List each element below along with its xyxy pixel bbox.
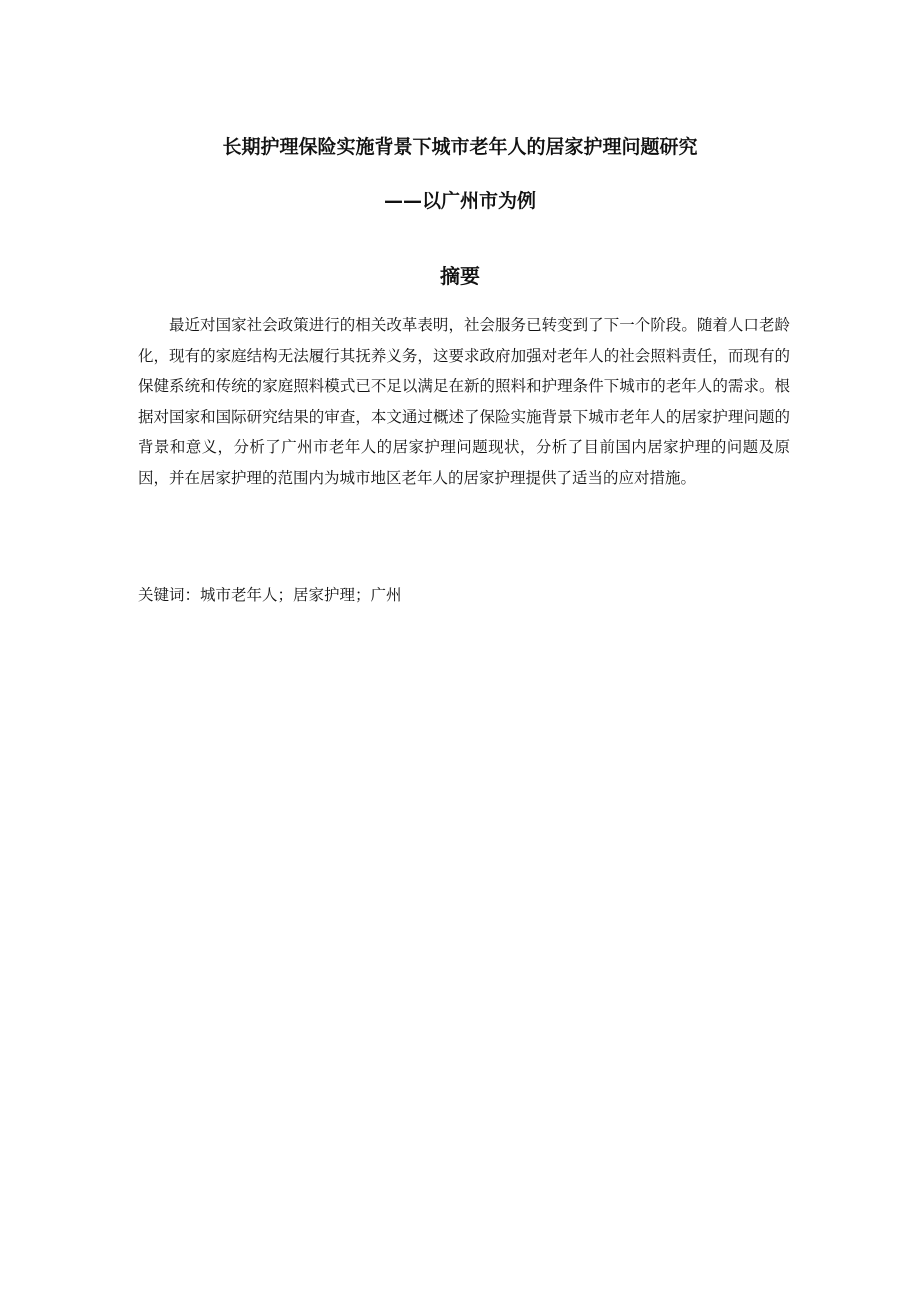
paper-title: 长期护理保险实施背景下城市老年人的居家护理问题研究: [222, 136, 698, 158]
abstract-heading: 摘要: [440, 264, 480, 288]
paper-subtitle: ——以广州市为例: [383, 190, 536, 212]
keywords-line: 关键词：城市老年人；居家护理；广州: [138, 586, 402, 604]
abstract-paragraph: 最近对国家社会政策进行的相关改革表明，社会服务已转变到了下一个阶段。随着人口老龄化，现有的家庭结构无法履行其抚养义务，这要求政府加强对老年人的社会照料责任，而现有的保健系统和传统的家庭照料模式已不足以满足在新的照料和护理条件下城市的老年人的需求。根据对国家和国际研究结果的审查，本文通过概述了保险实施背景下城市老年人的居家护理问题的背景和意义，分析了广州市老年人的居家护理问题现状，分析了目前国内居家护理的问题及原因，并在居家护理的范围内为城市地区老年人的居家护理提供了适当的应对措施。: [138, 316, 790, 487]
